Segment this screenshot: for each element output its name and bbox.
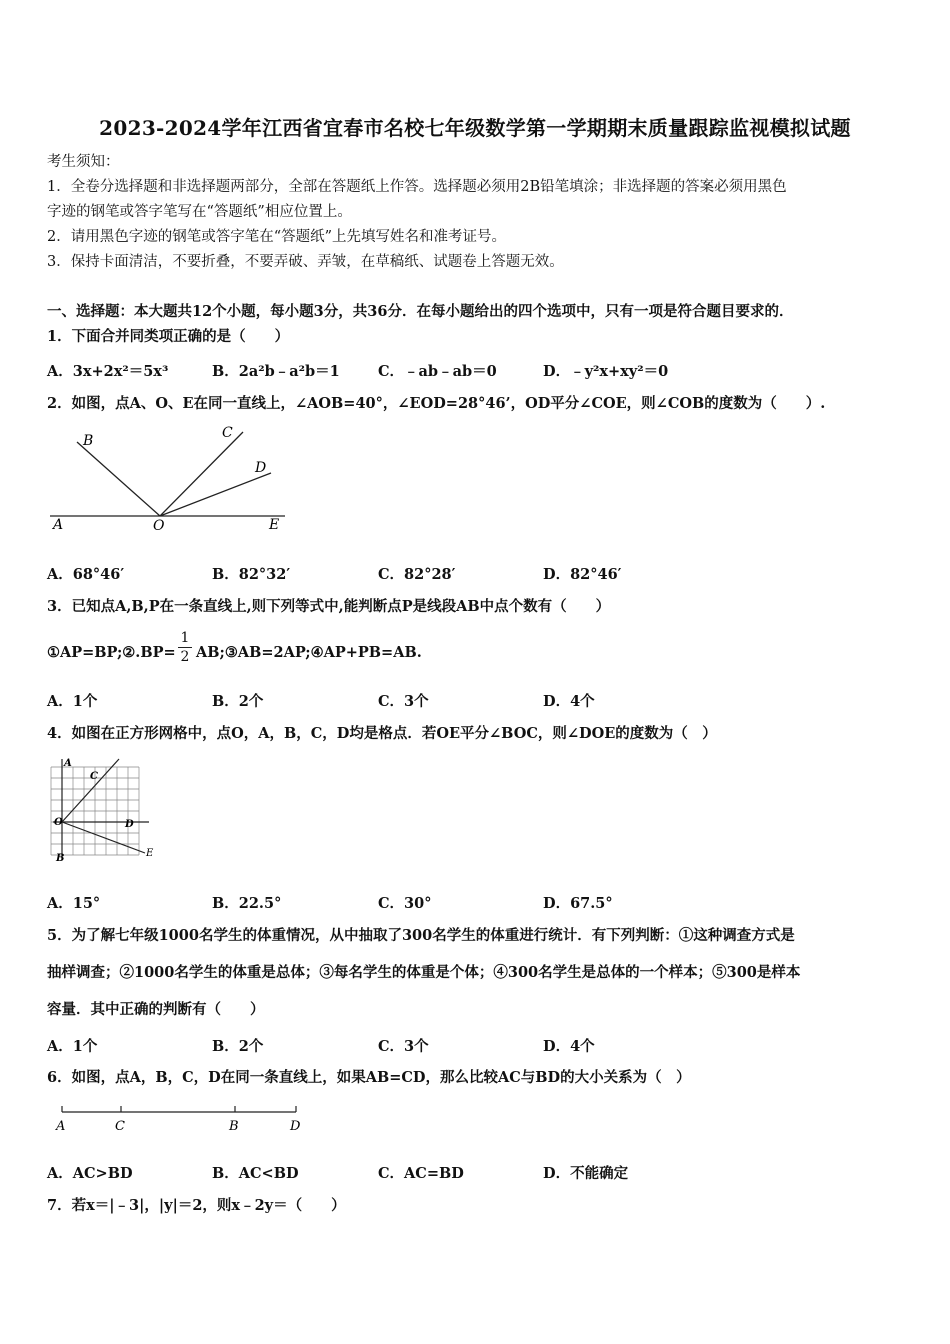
q2-option-b: B．82°32′ — [212, 566, 291, 583]
q4-label-e: E — [146, 848, 154, 859]
notice-item-3: 3．保持卡面清洁，不要折叠，不要弄破、弄皱，在草稿纸、试题卷上答题无效。 — [47, 254, 564, 270]
q4-label-c: C — [90, 771, 98, 782]
q6-line-figure — [50, 1100, 310, 1140]
q3-option-b: B．2个 — [212, 693, 264, 710]
q4-label-o: O — [54, 817, 63, 828]
q6-label-a: A — [56, 1119, 66, 1134]
q6-label-c: C — [115, 1119, 125, 1134]
q3-option-a: A．1个 — [47, 693, 98, 710]
q7-stem: 7．若x＝|﹣3|，|y|＝2，则x﹣2y＝（ ） — [47, 1197, 346, 1214]
notice-item-2: 2．请用黑色字迹的钢笔或答字笔在“答题纸”上先填写姓名和准考证号。 — [47, 229, 507, 245]
q1-option-c: C．﹣ab﹣ab＝0 — [378, 363, 497, 380]
q4-option-a: A．15° — [47, 895, 101, 912]
page-title: 2023-2024学年江西省宜春市名校七年级数学第一学期期末质量跟踪监视模拟试题 — [99, 116, 851, 140]
q4-option-b: B．22.5° — [212, 895, 282, 912]
q2-label-b: B — [83, 433, 94, 449]
q2-label-e: E — [269, 517, 280, 533]
q5-stem-line-2: 抽样调查；②1000名学生的体重是总体；③每名学生的体重是个体；④300名学生是总体的一个样本；⑤300是样本 — [47, 964, 801, 981]
q5-stem-line-3: 容量．其中正确的判断有（ ） — [47, 1001, 265, 1018]
q5-option-d: D．4个 — [543, 1038, 595, 1055]
q2-label-c: C — [222, 425, 233, 441]
q6-label-d: D — [290, 1119, 301, 1134]
q2-option-d: D．82°46′ — [543, 566, 622, 583]
q3-fraction-denominator: 2 — [178, 647, 192, 666]
q2-label-o: O — [153, 518, 165, 534]
q4-option-d: D．67.5° — [543, 895, 613, 912]
q1-option-b: B．2a²b﹣a²b＝1 — [212, 363, 340, 380]
q2-option-a: A．68°46′ — [47, 566, 125, 583]
q4-grid-figure — [45, 755, 160, 863]
q4-stem: 4．如图在正方形网格中，点O，A，B，C，D均是格点．若OE平分∠BOC，则∠DOE的度数为（ ） — [47, 725, 717, 742]
q3-stem: 3．已知点A,B,P在一条直线上,则下列等式中,能判断点P是线段AB中点个数有（ ） — [47, 598, 611, 615]
q6-label-b: B — [229, 1119, 239, 1134]
q4-label-d: D — [125, 819, 134, 830]
q1-option-a: A．3x+2x²＝5x³ — [47, 363, 169, 380]
q3-option-d: D．4个 — [543, 693, 595, 710]
notice-item-1-line-2: 字迹的钢笔或答字笔写在“答题纸”相应位置上。 — [47, 204, 352, 220]
section-heading: 一、选择题：本大题共12个小题，每小题3分，共36分．在每小题给出的四个选项中，只有一项是符合题目要求的． — [47, 303, 794, 320]
q3-equation-part-2: AB;③AB=2AP;④AP+PB=AB. — [196, 644, 422, 661]
q5-option-c: C．3个 — [378, 1038, 429, 1055]
q6-option-a: A．AC>BD — [47, 1165, 133, 1182]
q6-stem: 6．如图，点A，B，C，D在同一条直线上，如果AB=CD，那么比较AC与BD的大小关系为（ ） — [47, 1069, 691, 1086]
notice-heading: 考生须知： — [47, 154, 120, 170]
notice-item-1-line-1: 1．全卷分选择题和非选择题两部分，全部在答题纸上作答。选择题必须用2B铅笔填涂；非选择题的答案必须用黑色 — [47, 179, 787, 195]
q4-option-c: C．30° — [378, 895, 432, 912]
q3-option-c: C．3个 — [378, 693, 429, 710]
q2-angle-figure — [45, 420, 295, 535]
q2-option-c: C．82°28′ — [378, 566, 456, 583]
q2-stem: 2．如图，点A、O、E在同一直线上，∠AOB=40°，∠EOD=28°46’，OD平分∠COE，则∠COB的度数为（ ）. — [47, 395, 826, 412]
q6-option-c: C．AC=BD — [378, 1165, 464, 1182]
q4-label-a: A — [64, 758, 72, 769]
q2-label-a: A — [53, 517, 64, 533]
q3-fraction-numerator: 1 — [180, 630, 190, 646]
q4-label-b: B — [56, 853, 65, 863]
q6-option-d: D．不能确定 — [543, 1165, 629, 1182]
q3-fraction — [178, 629, 192, 666]
q5-option-a: A．1个 — [47, 1038, 98, 1055]
q5-option-b: B．2个 — [212, 1038, 264, 1055]
q3-equation-part-1: ①AP=BP;②.BP= — [47, 644, 176, 661]
q5-stem-line-1: 5．为了解七年级1000名学生的体重情况，从中抽取了300名学生的体重进行统计．有下列判断：①这种调查方式是 — [47, 927, 795, 944]
q1-option-d: D．﹣y²x+xy²＝0 — [543, 363, 669, 380]
q1-stem: 1．下面合并同类项正确的是（ ） — [47, 328, 290, 345]
q2-label-d: D — [255, 460, 267, 476]
q6-option-b: B．AC<BD — [212, 1165, 299, 1182]
